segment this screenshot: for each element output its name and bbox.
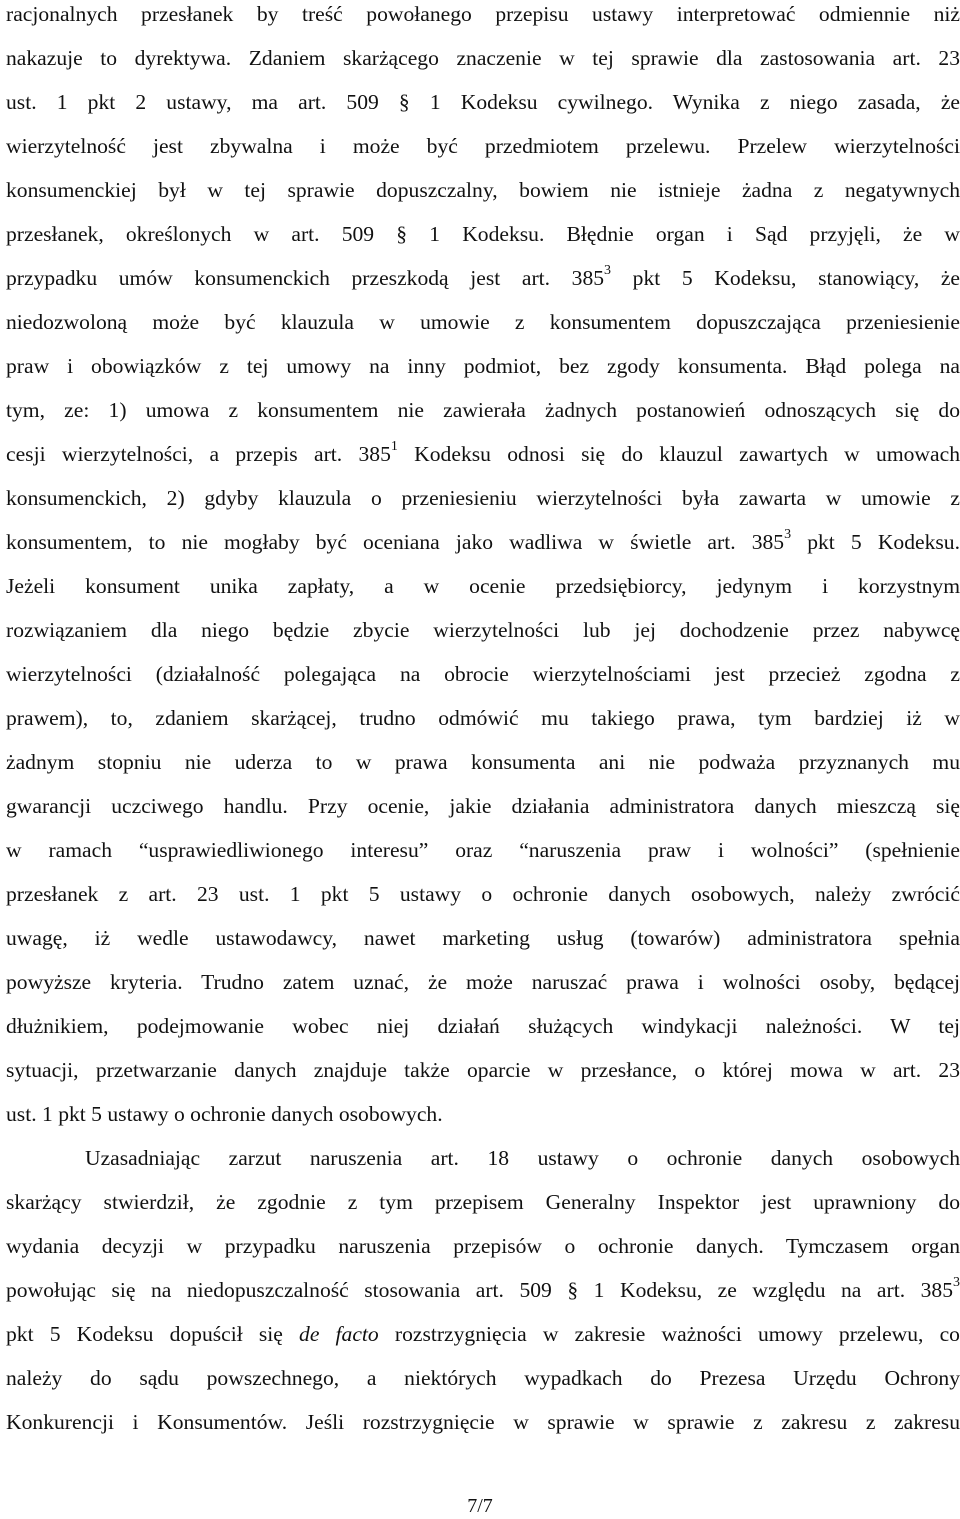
text-line: cesji wierzytelności, a przepis art. $385^1$ Kodeksu odnosi się do klauzul zawartych w umowach — [6, 440, 960, 466]
text-line: przesłanek z art. 23 ust. 1 pkt 5 ustawy o ochronie danych osobowych, należy zwrócić — [6, 882, 960, 906]
text-line: sytuacji, przetwarzanie danych znajduje także oparcie w przesłance, o której mowa w art. 23 — [6, 1058, 960, 1082]
text-line: żadnym stopniu nie uderza to w prawa konsumenta ani nie podważa przyznanych mu — [6, 750, 960, 774]
text-line: uwagę, iż wedle ustawodawcy, nawet marketing usług (towarów) administratora spełnia — [6, 926, 960, 950]
text-line: konsumenckiej był w tej sprawie dopuszczalny, bowiem nie istnieje żadna z negatywnych — [6, 178, 960, 202]
text-line: racjonalnych przesłanek by treść powołanego przepisu ustawy interpretować odmiennie niż — [6, 2, 960, 26]
superscript: 3 — [953, 1276, 960, 1290]
italic-term: de facto — [299, 1322, 379, 1346]
text-line: niedozwoloną może być klauzula w umowie z konsumentem dopuszczająca przeniesienie — [6, 310, 960, 334]
text-line: nakazuje to dyrektywa. Zdaniem skarżącego znaczenie w tej sprawie dla zastosowania art. 23 — [6, 46, 960, 70]
text-line: powyższe kryteria. Trudno zatem uznać, że może naruszać prawa i wolności osoby, będącej — [6, 970, 960, 994]
text-line: wierzytelność jest zbywalna i może być przedmiotem przelewu. Przelew wierzytelności — [6, 134, 960, 158]
text-line: w ramach “usprawiedliwionego interesu” oraz “naruszenia praw i wolności” (spełnienie — [6, 838, 960, 862]
text-line: konsumenckich, 2) gdyby klauzula o przeniesieniu wierzytelności była zawarta w umowie z — [6, 486, 960, 510]
superscript: 3 — [604, 264, 612, 278]
text-line: Jeżeli konsument unika zapłaty, a w ocenie przedsiębiorcy, jedynym i korzystnym — [6, 574, 960, 598]
text-line: konsumentem, to nie mogłaby być oceniana jako wadliwa w świetle art. $385^3$ pkt 5 Kodeksu. — [6, 528, 960, 554]
text-line: wydania decyzji w przypadku naruszenia przepisów o ochronie danych. Tymczasem organ — [6, 1234, 960, 1258]
text-line: ust. 1 pkt 5 ustawy o ochronie danych osobowych. — [6, 1102, 443, 1126]
text-line: przypadku umów konsumenckich przeszkodą jest art. $385^3$ pkt 5 Kodeksu, stanowiący, że — [6, 264, 960, 290]
text-line: praw i obowiązków z tej umowy na inny podmiot, bez zgody konsumenta. Błąd polega na — [6, 354, 960, 378]
text-line: tym, ze: 1) umowa z konsumentem nie zawierała żadnych postanowień odnoszących się do — [6, 398, 960, 422]
text-line: skarżący stwierdził, że zgodnie z tym przepisem Generalny Inspektor jest uprawniony do — [6, 1190, 960, 1214]
text-line: pkt 5 Kodeksu dopuścił się de facto rozstrzygnięcia w zakresie ważności umowy przelewu, co — [6, 1322, 960, 1346]
text-line: powołując się na niedopuszczalność stosowania art. 509 § 1 Kodeksu, ze względu na art. $385^3$ — [6, 1276, 960, 1302]
superscript: 1 — [390, 440, 398, 454]
text-line: przesłanek, określonych w art. 509 § 1 Kodeksu. Błędnie organ i Sąd przyjęli, że w — [6, 222, 960, 246]
text-line: Konkurencji i Konsumentów. Jeśli rozstrzygnięcie w sprawie w sprawie z zakresu z zakresu — [6, 1410, 960, 1434]
text-line: rozwiązaniem dla niego będzie zbycie wierzytelności lub jej dochodzenie przez nabywcę — [6, 618, 960, 642]
text-line: należy do sądu powszechnego, a niektórych wypadkach do Prezesa Urzędu Ochrony — [6, 1366, 960, 1390]
text-line: wierzytelności (działalność polegająca na obrocie wierzytelnościami jest przecież zgodna z — [6, 662, 960, 686]
superscript: 3 — [784, 528, 792, 542]
text-line: ust. 1 pkt 2 ustawy, ma art. 509 § 1 Kodeksu cywilnego. Wynika z niego zasada, że — [6, 90, 960, 114]
text-line: gwarancji uczciwego handlu. Przy ocenie, jakie działania administratora danych mieszczą się — [6, 794, 960, 818]
page-number: 7/7 — [467, 1495, 493, 1517]
text-line: dłużnikiem, podejmowanie wobec niej działań służących windykacji należności. W tej — [6, 1014, 960, 1038]
text-line: Uzasadniając zarzut naruszenia art. 18 ustawy o ochronie danych osobowych — [85, 1146, 960, 1170]
text-line: prawem), to, zdaniem skarżącej, trudno odmówić mu takiego prawa, tym bardziej iż w — [6, 706, 960, 730]
